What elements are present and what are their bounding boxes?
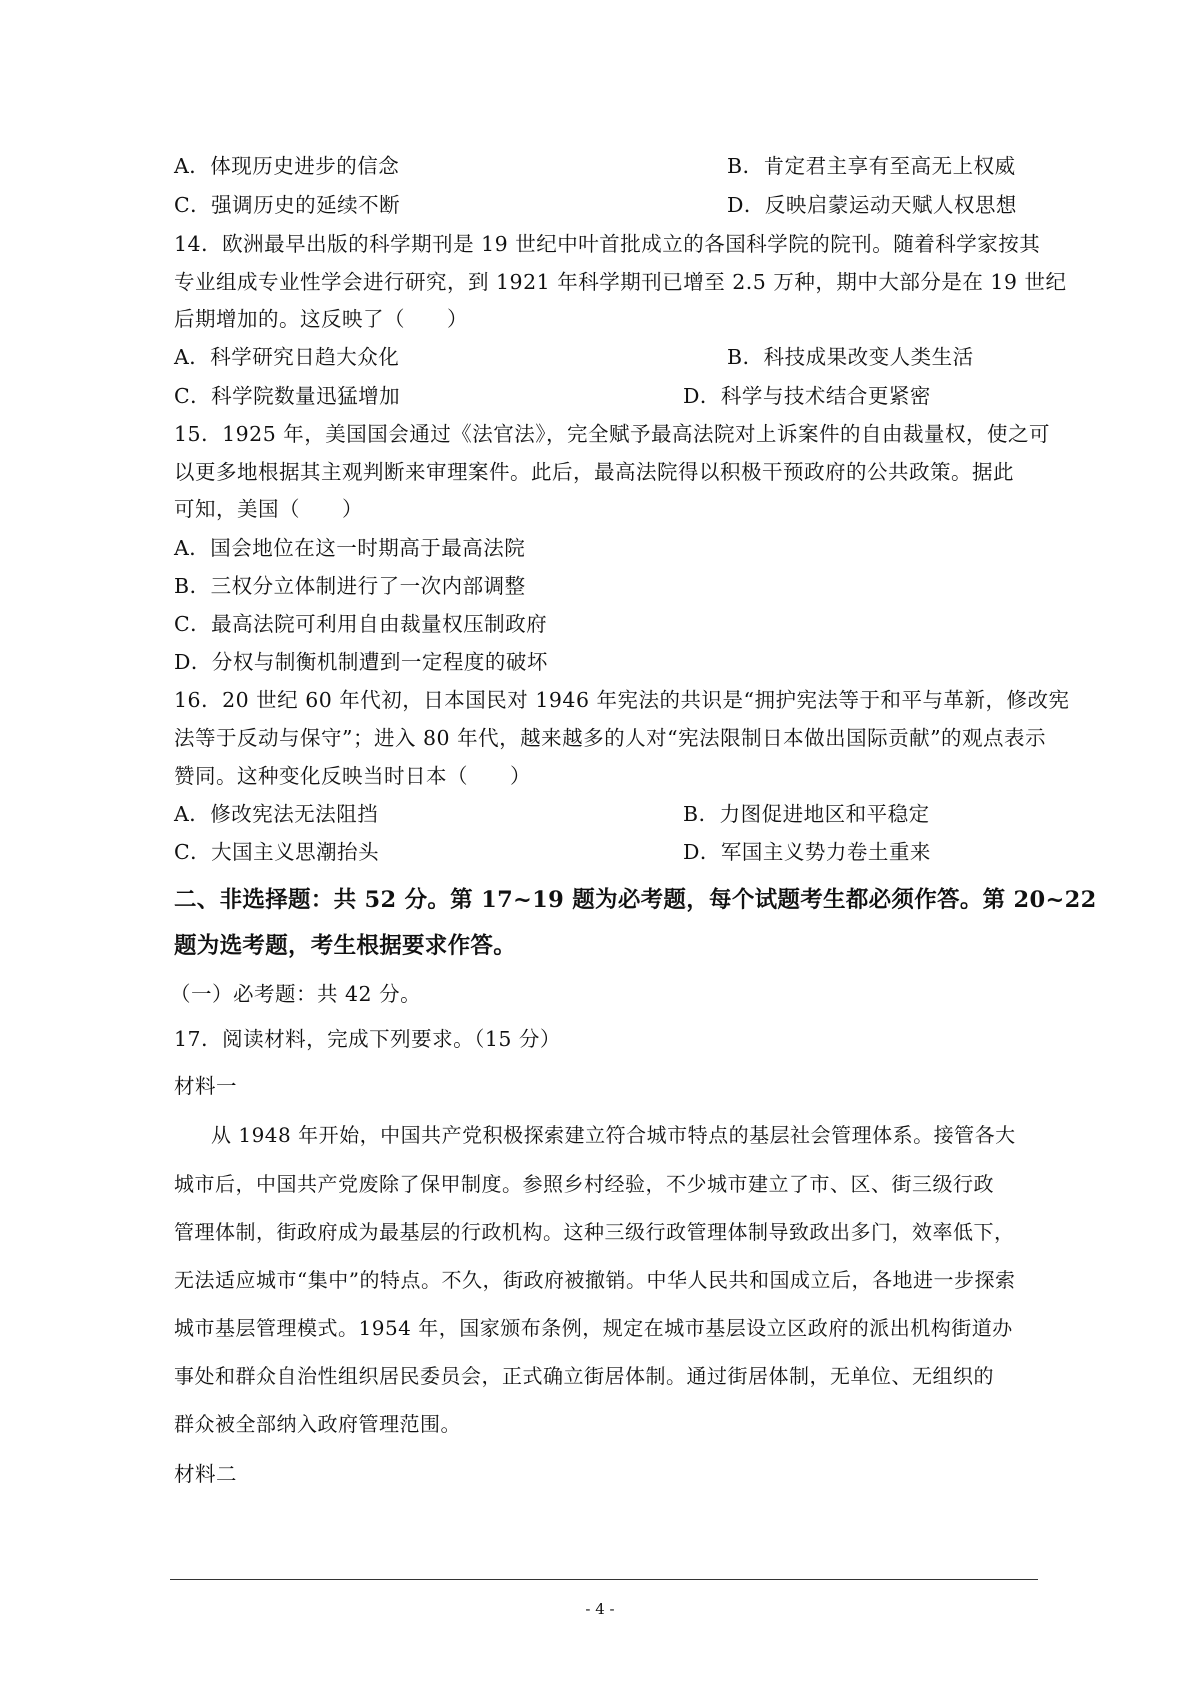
q16-option-a: A．修改宪法无法阻挡 — [174, 802, 379, 826]
q17-title: 17．阅读材料，完成下列要求。（15 分） — [174, 1027, 561, 1051]
material-1-line: 无法适应城市“集中”的特点。不久，街政府被撤销。中华人民共和国成立后，各地进一步探索 — [174, 1268, 1016, 1292]
q16-option-b: B．力图促进地区和平稳定 — [683, 802, 930, 826]
q15-option-b: B．三权分立体制进行了一次内部调整 — [174, 574, 526, 598]
q14-stem-line-2: 专业组成专业性学会进行研究，到 1921 年科学期刊已增至 2.5 万种，期中大部分是在 19 世纪 — [174, 270, 1067, 294]
material-1-line: 管理体制，街政府成为最基层的行政机构。这种三级行政管理体制导致政出多门，效率低下， — [174, 1220, 1015, 1244]
q15-stem-line-3: 可知，美国（ ） — [174, 497, 363, 521]
q15-option-c: C．最高法院可利用自由裁量权压制政府 — [174, 612, 548, 636]
q16-option-c: C．大国主义思潮抬头 — [174, 840, 380, 864]
material-1-label: 材料一 — [174, 1074, 237, 1098]
q13-option-a: A．体现历史进步的信念 — [174, 154, 400, 178]
q13-option-d: D．反映启蒙运动天赋人权思想 — [727, 193, 1017, 217]
footer-rule — [170, 1579, 1038, 1580]
section-heading-line-2: 题为选考题，考生根据要求作答。 — [174, 933, 517, 959]
material-1-line: 事处和群众自治性组织居民委员会，正式确立街居体制。通过街居体制，无单位、无组织的 — [174, 1364, 994, 1388]
material-1-line: 从 1948 年开始，中国共产党积极探索建立符合城市特点的基层社会管理体系。接管各大 — [211, 1123, 1016, 1147]
section-heading-line-1: 二、非选择题：共 52 分。第 17~19 题为必考题，每个试题考生都必须作答。第 20~22 — [174, 887, 1097, 913]
material-1-line: 群众被全部纳入政府管理范围。 — [174, 1412, 461, 1436]
q13-option-c: C．强调历史的延续不断 — [174, 193, 401, 217]
subsection-title: （一）必考题：共 42 分。 — [170, 982, 422, 1006]
q16-stem-line-2: 法等于反动与保守”；进入 80 年代，越来越多的人对“宪法限制日本做出国际贡献”的观点表示 — [174, 726, 1047, 750]
q14-option-c: C．科学院数量迅猛增加 — [174, 384, 401, 408]
q16-stem-line-3: 赞同。这种变化反映当时日本（ ） — [174, 764, 531, 788]
material-1-line: 城市后，中国共产党废除了保甲制度。参照乡村经验，不少城市建立了市、区、街三级行政 — [174, 1172, 994, 1196]
q15-stem-line-2: 以更多地根据其主观判断来审理案件。此后，最高法院得以积极干预政府的公共政策。据此 — [174, 460, 1014, 484]
q14-option-d: D．科学与技术结合更紧密 — [683, 384, 931, 408]
q15-stem-line-1: 15．1925 年，美国国会通过《法官法》，完全赋予最高法院对上诉案件的自由裁量权，使之可 — [174, 422, 1051, 446]
q16-option-d: D．军国主义势力卷土重来 — [683, 840, 931, 864]
q15-option-a: A．国会地位在这一时期高于最高法院 — [174, 536, 526, 560]
material-1-line: 城市基层管理模式。1954 年，国家颁布条例，规定在城市基层设立区政府的派出机构街道办 — [174, 1316, 1013, 1340]
page-number: - 4 - — [585, 1600, 615, 1618]
material-2-label: 材料二 — [174, 1462, 237, 1486]
q14-stem-line-1: 14．欧洲最早出版的科学期刊是 19 世纪中叶首批成立的各国科学院的院刊。随着科学家按其 — [174, 232, 1041, 256]
q15-option-d: D．分权与制衡机制遭到一定程度的破坏 — [174, 650, 548, 674]
q14-option-b: B．科技成果改变人类生活 — [727, 345, 974, 369]
q13-option-b: B．肯定君主享有至高无上权威 — [727, 154, 1016, 178]
q14-option-a: A．科学研究日趋大众化 — [174, 345, 400, 369]
q14-stem-line-3: 后期增加的。这反映了（ ） — [174, 307, 468, 331]
q16-stem-line-1: 16．20 世纪 60 年代初，日本国民对 1946 年宪法的共识是“拥护宪法等于和平与革新，修改宪 — [174, 688, 1070, 712]
